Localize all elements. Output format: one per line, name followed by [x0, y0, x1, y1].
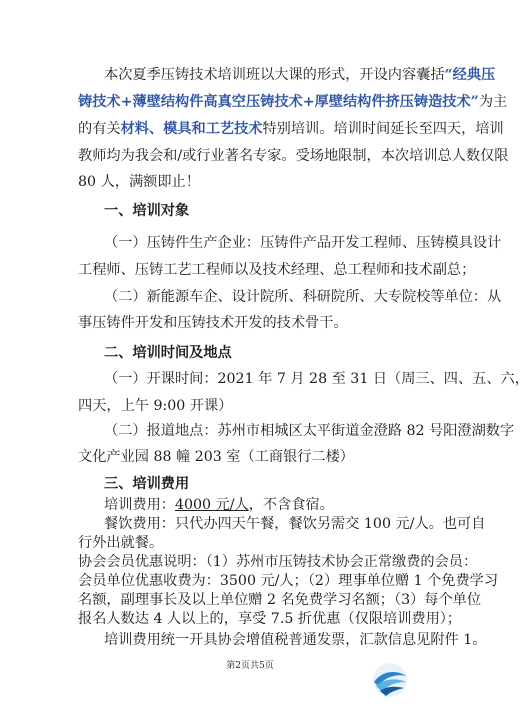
- discount-line-3: 名额，副理事长及以上单位赠 2 名免费学习名额；（3）每个单位: [78, 592, 482, 608]
- section-heading-fees: 三、培训费用: [104, 476, 190, 492]
- audience-line-2: 工程师、压铸工艺工程师以及技术经理、总工程师和技术副总；: [78, 262, 476, 278]
- section-heading-time-place: 二、培训时间及地点: [104, 345, 232, 361]
- fee-amount: 4000 元/人: [174, 497, 249, 513]
- intro-line-4: 教师均为我会和/或行业著名专家。受场地限制，本次培训总人数仅限: [78, 148, 509, 164]
- association-logo-icon: [368, 660, 412, 700]
- intro-line-1: [104, 66, 495, 84]
- section-heading-audience: 一、培训对象: [104, 203, 190, 219]
- meal-line-1: 餐饮费用：只代办四天午餐，餐饮另需交 100 元/人。也可自: [104, 516, 486, 532]
- audience-line-1: （一）压铸件生产企业：压铸件产品开发工程师、压铸模具设计: [104, 235, 502, 251]
- discount-line-4: 报名人数达 4 人以上的，享受 7.5 折优惠（仅限培训费用）；: [78, 611, 462, 627]
- invoice-line: 培训费用统一开具协会增值税普通发票，汇款信息见附件 1。: [104, 632, 487, 648]
- intro-text: 特别培训。培训时间延长至四天，培训: [262, 121, 504, 137]
- meal-line-2: 行外出就餐。: [78, 535, 164, 551]
- time-line-1: （一）开课时间：2021 年 7 月 28 至 31 日（周三、四、五、六，: [104, 371, 529, 387]
- course-highlight: 铸技术+薄壁结构件高真空压铸技术+厚壁结构件挤压铸造技术”: [78, 94, 479, 110]
- discount-line-1: 协会会员优惠说明：（1）苏州市压铸技术协会正常缴费的会员：: [78, 554, 478, 570]
- intro-line-3: [78, 120, 504, 138]
- audience-line-4: 事压铸件开发和压铸技术开发的技术骨干。: [78, 315, 348, 331]
- place-line-2: 文化产业园 88 幢 203 室（工商银行二楼）: [78, 449, 354, 465]
- topic-highlight: 材料、模具和工艺技术: [120, 121, 263, 137]
- discount-line-2: 会员单位优惠收费为：3500 元/人；（2）理事单位赠 1 个免费学习: [78, 573, 499, 589]
- intro-line-2: [78, 93, 507, 111]
- time-line-2: 四天，上午 9:00 开课）: [78, 398, 233, 414]
- intro-text: 的有关: [78, 121, 121, 137]
- intro-text: 本次夏季压铸技术培训班以大课的形式，开设内容囊括: [104, 67, 445, 83]
- fee-label: 培训费用：: [104, 497, 175, 513]
- course-highlight: “经典压: [444, 67, 496, 83]
- audience-line-3: （二）新能源车企、设计院所、科研院所、大专院校等单位：从: [104, 289, 502, 305]
- fee-line: [104, 496, 334, 514]
- place-line-1: （二）报道地点：苏州市相城区太平街道金澄路 82 号阳澄湖数字: [104, 423, 515, 439]
- page-number-footer: 第2页共5页: [226, 661, 274, 671]
- intro-text: 为主: [478, 94, 508, 110]
- fee-note: ，不含食宿。: [248, 497, 334, 513]
- intro-line-5: 80 人，满额即止！: [78, 174, 200, 190]
